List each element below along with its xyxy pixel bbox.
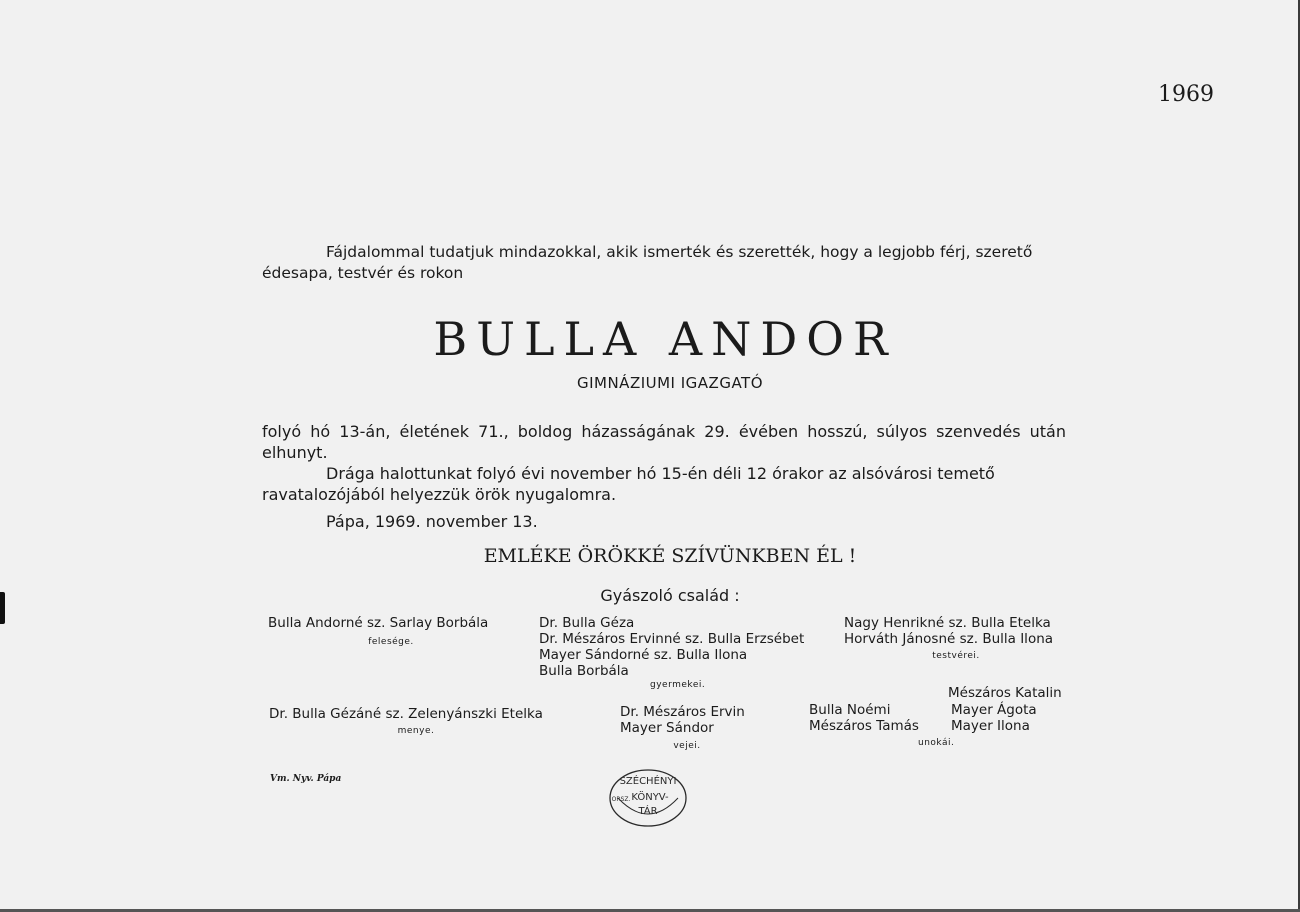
daughter-in-law-role: menye. xyxy=(397,726,435,736)
handwritten-year: 1969 xyxy=(1158,82,1214,107)
wife-role: felesége. xyxy=(368,637,414,647)
library-stamp-icon xyxy=(608,768,688,828)
intro-text xyxy=(262,242,1066,284)
printer-imprint: Vm. Nyv. Pápa xyxy=(270,774,342,784)
deceased-name: BULLA ANDOR xyxy=(433,312,897,366)
stamp-line-1: SZÉCHÉNYI xyxy=(619,776,677,787)
child-3: Mayer Sándorné sz. Bulla Ilona xyxy=(539,647,748,663)
children-role: gyermekei. xyxy=(650,680,706,690)
sibling-2: Horváth Jánosné sz. Bulla Ilona xyxy=(844,631,1054,647)
sons-in-law-role: vejei. xyxy=(673,741,701,751)
deceased-title: GIMNÁZIUMI IGAZGATÓ xyxy=(576,374,764,392)
grandchild-3: Mayer Ágota xyxy=(951,702,1037,718)
child-2: Dr. Mészáros Ervinné sz. Bulla Erzsébet xyxy=(539,631,805,647)
grandchild-4: Mészáros Tamás xyxy=(809,718,919,734)
grandchild-1: Mészáros Katalin xyxy=(948,685,1062,701)
child-1: Dr. Bulla Géza xyxy=(539,615,635,631)
funeral-notice: Drága halottunkat folyó évi november hó 15-én déli 12 órakor az alsóvárosi temető ravatalozójából helyezzük örök nyugalomra. xyxy=(262,464,995,504)
grandchild-5: Mayer Ilona xyxy=(951,718,1030,734)
grandchildren-role: unokái. xyxy=(918,738,955,748)
daughter-in-law-name: Dr. Bulla Gézáné sz. Zelenyánszki Etelka xyxy=(269,706,543,722)
son-in-law-2: Mayer Sándor xyxy=(620,720,714,736)
siblings-role: testvérei. xyxy=(932,651,980,661)
wife-name: Bulla Andorné sz. Sarlay Borbála xyxy=(268,615,489,631)
sibling-1: Nagy Henrikné sz. Bulla Etelka xyxy=(844,615,1051,631)
place-date: Pápa, 1969. november 13. xyxy=(326,512,538,531)
intro-paragraph: Fájdalommal tudatjuk mindazokkal, akik ismerték és szerették, hogy a legjobb férj, szerető édesapa, testvér és rokon xyxy=(262,243,1033,282)
death-notice: folyó hó 13-án, életének 71., boldog házasságának 29. évében hosszú, súlyos szenvedés után elhunyt. xyxy=(262,422,1066,462)
grandchild-2: Bulla Noémi xyxy=(809,702,891,718)
child-4: Bulla Borbála xyxy=(539,663,629,679)
motto: EMLÉKE ÖRÖKKÉ SZÍVÜNKBEN ÉL ! xyxy=(483,545,857,567)
son-in-law-1: Dr. Mészáros Ervin xyxy=(620,704,745,720)
stamp-line-2: KÖNYV- xyxy=(631,792,669,803)
notice-text xyxy=(262,421,1066,505)
family-heading: Gyászoló család : xyxy=(600,586,740,605)
stamp-side: ORSZ. xyxy=(611,796,631,803)
stamp-line-3: TÁR xyxy=(638,806,658,817)
